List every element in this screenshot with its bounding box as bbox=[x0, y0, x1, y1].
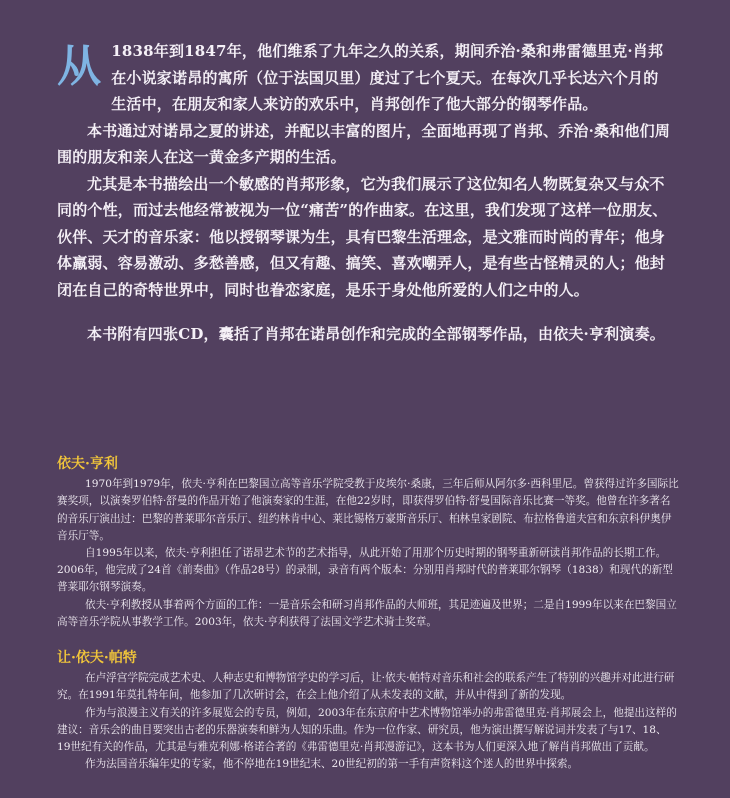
intro-paragraph-1 bbox=[57, 38, 673, 118]
bio-jean-yves-patte bbox=[57, 650, 680, 773]
bio-paragraph: 自1995年以来，依夫·亨利担任了诺昂艺术节的艺术指导，从此开始了用那个历史时期的钢琴重新研读肖邦作品的长期工作。2006年，他完成了24首《前奏曲》（作品28号）的录制，录音有两个版本：分别用肖邦时代的普莱耶尔钢琴（1838）和现代的新型普莱耶尔钢琴演奏。 bbox=[57, 547, 673, 594]
bio-paragraph: 作为法国音乐编年史的专家，他不停地在19世纪末、20世纪初的第一手有声资料这个迷人的世界中探索。 bbox=[85, 758, 579, 771]
bio-paragraph: 在卢浮宫学院完成艺术史、人种志史和博物馆学史的学习后，让·依夫·帕特对音乐和社会的联系产生了特别的兴趣并对此进行研究。在1991年莫扎特年间，他参加了几次研讨会，在会上他介绍了从未发表的文献，并从中得到了新的发现。 bbox=[57, 672, 675, 702]
bio-yves-henry bbox=[57, 456, 680, 631]
bio-paragraph: 1970年到1979年，依夫·亨利在巴黎国立高等音乐学院受教于皮埃尔·桑康，三年后师从阿尔多·西科里尼。曾获得过许多国际比赛奖项，以演奏罗伯特·舒曼的作品开始了他演奏家的生涯，在他22岁时，即获得罗伯特·舒曼国际音乐比赛一等奖。他曾在许多著名的音乐厅演出过：巴黎的普莱耶尔音乐厅、纽约林肯中心、莱比锡格万豪斯音乐厅、柏林皇家剧院、布拉格鲁道夫宫和东京科伊奥伊音乐厅等。 bbox=[57, 478, 679, 542]
intro-section bbox=[57, 38, 673, 348]
intro-paragraph-1-text: 1838年到1847年，他们维系了九年之久的关系，期间乔治·桑和弗雷德里克·肖邦在小说家诺昂的寓所（位于法国贝里）度过了七个夏天。在每次几乎长达六个月的生活中，在朋友和家人来访的欢乐中，肖邦创作了他大部分的钢琴作品。 bbox=[111, 42, 664, 113]
bio-title: 让·依夫·帕特 bbox=[57, 650, 137, 666]
intro-paragraph-4: 本书附有四张CD，囊括了肖邦在诺昂创作和完成的全部钢琴作品，由依夫·亨利演奏。 bbox=[87, 325, 665, 343]
intro-paragraph-3: 尤其是本书描绘出一个敏感的肖邦形象，它为我们展示了这位知名人物既复杂又与众不同的个性，而过去他经常被视为一位“痛苦”的作曲家。在这里，我们发现了这样一位朋友、伙伴、天才的音乐家：他以授钢琴课为生，具有巴黎生活理念，是文雅而时尚的青年；他身体羸弱、容易激动、多愁善感，但又有趣、搞笑、喜欢嘲弄人，是有些古怪精灵的人；他封闭在自己的奇特世界中，同时也眷恋家庭，是乐于身处他所爱的人们之中的人。 bbox=[57, 174, 668, 299]
intro-paragraph-2: 本书通过对诺昂之夏的讲述，并配以丰富的图片，全面地再现了肖邦、乔治·桑和他们周围的朋友和亲人在这一黄金多产期的生活。 bbox=[57, 121, 671, 166]
bio-paragraph: 作为与浪漫主义有关的许多展览会的专员，例如，2003年在东京府中艺术博物馆举办的弗雷德里克·肖邦展会上，他提出这样的建议：音乐会的曲目要突出古老的乐器演奏和鲜为人知的乐曲。作为一位作家、研究员，他为演出撰写解说词并发表了与17、18、19世纪有关的作品，尤其是与雅克利娜·格诺合著的《弗雷德里克·肖邦漫游记》，这本书为人们更深入地了解肖肖邦做出了贡献。 bbox=[57, 706, 677, 754]
drop-cap: 从 bbox=[57, 41, 102, 92]
bio-title: 依夫·亨利 bbox=[57, 456, 118, 472]
bio-paragraph: 依夫·亨利教授从事着两个方面的工作：一是音乐会和研习肖邦作品的大师班，其足迹遍及世界；二是自1999年以来在巴黎国立高等音乐学院从事教学工作。2003年，依夫·亨利获得了法国文学艺术骑士奖章。 bbox=[57, 598, 677, 628]
spacer bbox=[57, 303, 673, 321]
